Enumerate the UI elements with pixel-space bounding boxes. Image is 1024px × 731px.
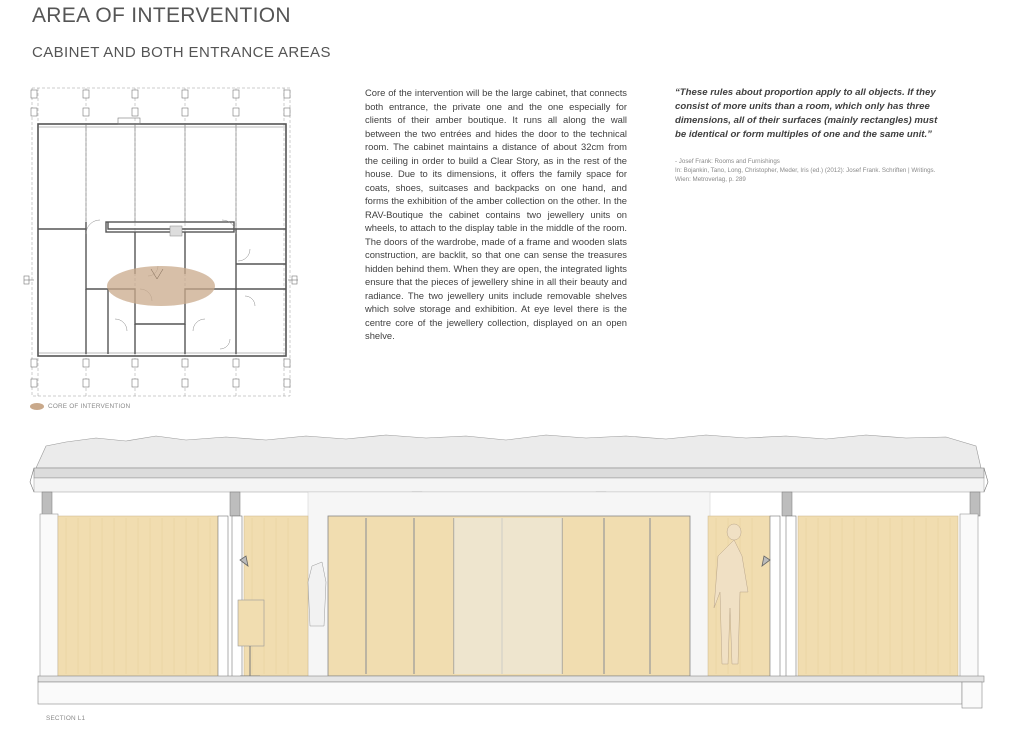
quote-source [675, 157, 955, 184]
quote-source-line: - Josef Frank: Rooms and Furnishings [675, 158, 780, 165]
quote-text: “These rules about proportion apply to all objects. If they consist of more units than a room, which only has three dimensions, all of their surfaces (mainly rectangles) must be identical or form multiples of one and the same unit.” [675, 87, 938, 140]
legend-swatch [30, 403, 44, 410]
page-subtitle: CABINET AND BOTH ENTRANCE AREAS [32, 44, 331, 61]
quote-source-line: Wien: Metroverlag, p. 289 [675, 176, 746, 183]
page-title: AREA OF INTERVENTION [32, 4, 291, 27]
plan-legend [30, 403, 130, 410]
section-label: SECTION L1 [46, 715, 86, 722]
body-text: Core of the intervention will be the large cabinet, that connects both entrance, the private one and the one especially for clients of their amber boutique. It runs all along the wall between the two entrées and hides the door to the technical room. The cabinet maintains a distance of about 32cm from the ceiling in order to build a Clear Story, as in the rest of the house. Due to its dimensions, it offers the family space for coats, shoes, suitcases and backpacks on one hand, and forms the exhibition of the amber collection on the other. In the RAV-Boutique the cabinet contains two jewellery units on wheels, to attach to the display table in the middle of the room. The doors of the wardrobe, made of a frame and wooden slats construction, are backlit, so that one can sense the treasures hidden behind them. When they are open, the integrated lights ensure that the pieces of jewellery shine in all their beauty and radiance. The two jewellery units include removable shelves which solve storage and exhibition. At eye level there is the centre core of the jewellery collection, displayed on an open shelve. [365, 87, 627, 341]
green-roof [36, 435, 981, 468]
legend-label: CORE OF INTERVENTION [48, 403, 131, 410]
section-drawing [26, 432, 990, 710]
quote-source-line: In: Bojankin, Tano, Long, Christopher, Meder, Iris (ed.) (2012): Josef Frank. Schriften | Writings. [675, 167, 936, 174]
floor-plan [20, 84, 300, 404]
